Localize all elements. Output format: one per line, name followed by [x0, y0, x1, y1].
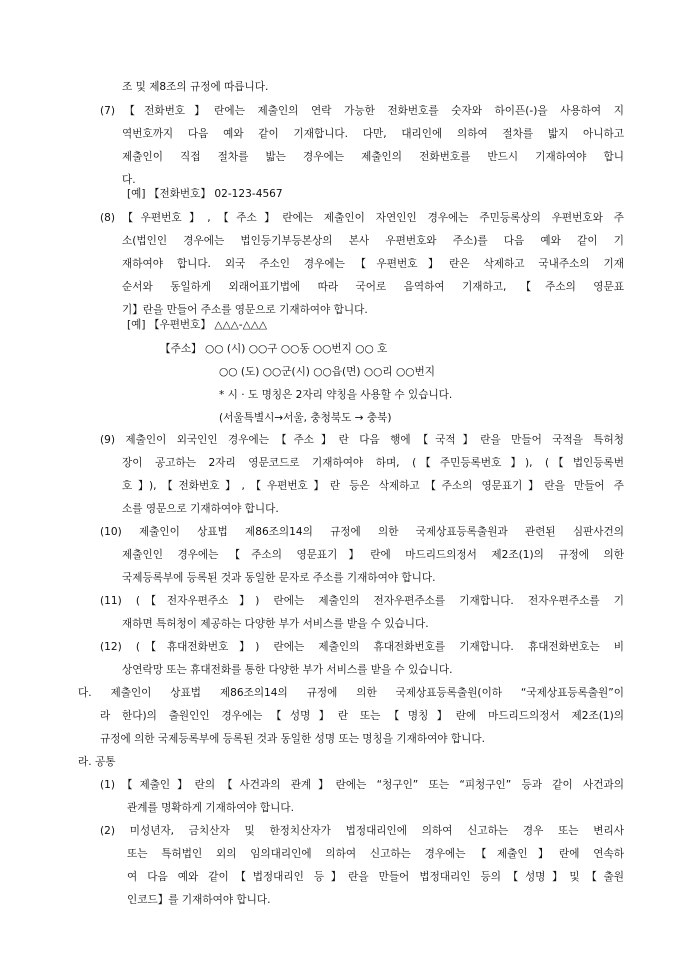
text-line: (10) 제출인이 상표법 제86조의14의 규정에 의한 국제상표등록출원과 관련된 심판사건의 — [100, 526, 624, 538]
text-line: 라 한다)의 출원인인 경우에는【성명】란 또는【명칭】란에 마드리드의정서 제2조(1)의 — [100, 710, 624, 722]
text-line: ○○ (도) ○○군(시) ○○읍(면) ○○리 ○○번지 — [219, 366, 435, 378]
text-line: * 시 · 도 명칭은 2자리 약칭을 사용할 수 있습니다. — [219, 389, 453, 401]
text-line: (12) (【휴대전화번호】) 란에는 제출인의 휴대전화번호를 기재합니다. 휴대전화번호는 비 — [100, 641, 624, 653]
text-line: 다. — [122, 174, 136, 186]
text-line: (서울특별시→서울, 충청북도 → 충북) — [219, 412, 392, 424]
text-line: 조 및 제8조의 규정에 따릅니다. — [122, 81, 269, 93]
text-line: (8)【우편번호】,【주소】란에는 제출인이 자연인인 경우에는 주민등록상의 우편번호와 주 — [100, 212, 624, 224]
text-line: 라. 공통 — [78, 756, 116, 768]
text-line: 인코드】를 기재하여야 합니다. — [127, 894, 271, 906]
text-line: 역번호까지 다음 예와 같이 기재합니다. 다만, 대리인에 의하여 절차를 밟지 아니하고 — [122, 128, 624, 140]
text-line: 또는 특허법인 외의 임의대리인에 의하여 신고하는 경우에는【제출인】란에 연속하 — [127, 848, 624, 860]
text-line: 규정에 의한 국제등록부에 등록된 것과 동일한 성명 또는 명칭을 기재하여야 합니다. — [100, 733, 485, 745]
text-line: (7)【전화번호】란에는 제출인의 연락 가능한 전화번호를 숫자와 하이픈(-)을 사용하여 지 — [100, 105, 624, 117]
text-line: (1)【제출인】란의【사건과의 관계】란에는 “청구인” 또는 “피청구인” 등과 같이 사건과의 — [100, 779, 624, 791]
text-line: (2) 미성년자, 금치산자 및 한정치산자가 법정대리인에 의하여 신고하는 경우 또는 변리사 — [100, 825, 624, 837]
text-line: 재하면 특허청이 제공하는 다양한 부가 서비스를 받을 수 있습니다. — [122, 618, 429, 630]
text-line: [예] 【전화번호】 02-123-4567 — [127, 188, 283, 200]
text-line: 다. 제출인이 상표법 제86조의14의 규정에 의한 국제상표등록출원(이하 “국제상표등록출원”이 — [78, 687, 624, 699]
text-line: 소를 영문으로 기재하여야 합니다. — [122, 503, 279, 515]
text-line: 호】),【전화번호】,【우편번호】란 등은 삭제하고【주소의 영문표기】란을 만들어 주 — [122, 480, 624, 492]
text-line: (9) 제출인이 외국인인 경우에는【주소】란 다음 행에【국적】란을 만들어 국적을 특허청 — [100, 434, 624, 446]
text-line: [예] 【우편번호】 △△△-△△△ — [127, 319, 268, 331]
text-line: 국제등록부에 등록된 것과 동일한 문자로 주소를 기재하여야 합니다. — [122, 572, 436, 584]
text-line: 기】란을 만들어 주소를 영문으로 기재하여야 합니다. — [122, 304, 368, 316]
text-line: 【주소】 ○○ (시) ○○구 ○○동 ○○번지 ○○ 호 — [160, 343, 388, 355]
text-line: 소(법인인 경우에는 법인등기부등본상의 본사 우편번호와 주소)를 다음 예와 같이 기 — [122, 235, 624, 247]
text-line: 여 다음 예와 같이【법정대리인 등】란을 만들어 법정대리인 등의【성명】및【출원 — [127, 871, 624, 883]
text-line: 장이 공고하는 2자리 영문코드로 기재하여야 하며, (【주민등록번호】), (【법인등록번 — [122, 457, 624, 469]
text-line: 관계를 명확하게 기재하여야 합니다. — [127, 802, 294, 814]
text-line: 제출인이 직접 절차를 밟는 경우에는 제출인의 전화번호를 반드시 기재하여야 합니 — [122, 151, 624, 163]
text-line: 재하여야 합니다. 외국 주소인 경우에는【우편번호】란은 삭제하고 국내주소의 기재 — [122, 258, 624, 270]
text-line: 상연락망 또는 휴대전화를 통한 다양한 부가 서비스를 받을 수 있습니다. — [122, 664, 453, 676]
text-line: 순서와 동일하게 외래어표기법에 따라 국어로 음역하여 기재하고,【주소의 영문표 — [122, 281, 624, 293]
text-line: 제출인인 경우에는【주소의 영문표기】란에 마드리드의정서 제2조(1)의 규정에 의한 — [122, 549, 624, 561]
text-line: (11) (【전자우편주소】) 란에는 제출인의 전자우편주소를 기재합니다. 전자우편주소를 기 — [100, 595, 624, 607]
